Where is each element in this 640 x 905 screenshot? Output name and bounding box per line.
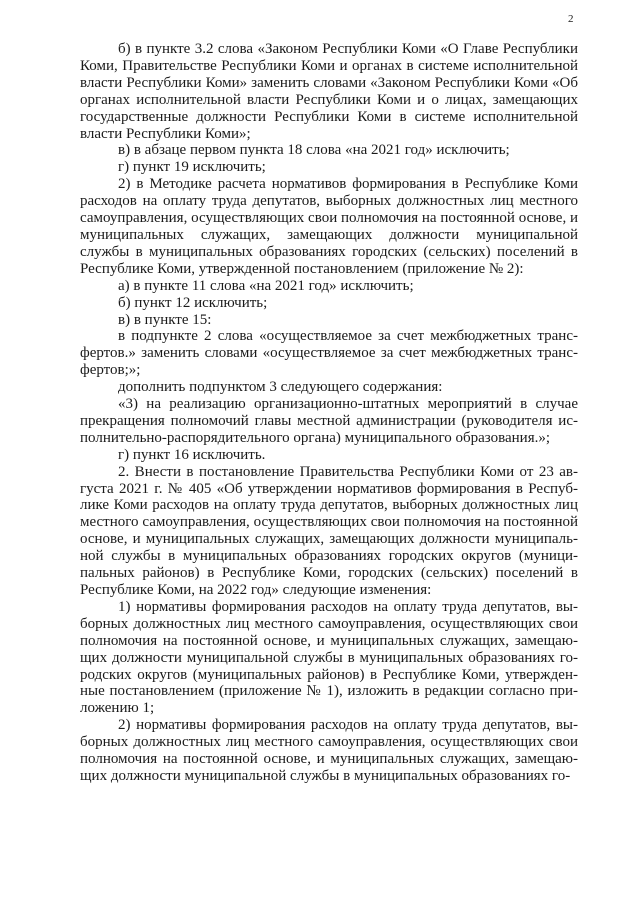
paragraph: а) в пункте 11 слова «на 2021 год» исключить; — [118, 277, 414, 294]
paragraph: «3) на реализацию организационно-штатных мероприятий в случае прекращения полномочий главы местной администрации (руководителя исполнительно-распорядительного органа) муниципального образования.»; — [80, 396, 578, 446]
paragraph: б) в пункте 3.2 слова «Законом Республики Коми «О Главе Республики Коми, Правительстве Республики Коми и органах в системе исполнительной власти Республики Коми» заменить словами «Законом Республики Коми «Об органах исполнительной власти Республики Коми и о лицах, замещающих государственные должности Республики Коми в системе исполнительной власти Республики Коми»; — [80, 41, 578, 142]
paragraph: 2. Внести в постановление Правительства Республики Коми от 23 августа 2021 г. № 405 «Об утверждении нормативов формирования в Республике Коми расходов на оплату труда депутатов, выборных должностных лиц местного самоуправления, осуществляющих свои полномочия на постоянной основе, и муниципальных служащих, замещающих должности муниципальной службы в муниципальных образованиях городских округов (муниципальных районов) в Республике Коми, городских (сельских) поселений в Республике Коми, на 2022 год» следующие изменения: — [80, 463, 578, 598]
paragraph: 2) нормативы формирования расходов на оплату труда депутатов, выборных должностных лиц местного самоуправления, осуществляющих свои полномочия на постоянной основе, и муниципальных служащих, замещающих должности муниципальной службы в муниципальных образованиях го- — [80, 717, 578, 784]
paragraph: г) пункт 19 исключить; — [118, 159, 266, 176]
paragraph: в) в пункте 15: — [118, 311, 212, 328]
paragraph: 2) в Методике расчета нормативов формирования в Республике Коми расходов на оплату труда депутатов, выборных должностных лиц местного самоуправления, осуществляющих свои полномочия на постоянной основе, и муниципальных служащих, замещающих должности муниципальной службы в муниципальных образованиях городских (сельских) поселений в Республике Коми, утвержденной постановлением (приложение № 2): — [80, 176, 578, 277]
document-body — [80, 41, 578, 785]
paragraph: дополнить подпунктом 3 следующего содержания: — [118, 379, 443, 396]
paragraph: 1) нормативы формирования расходов на оплату труда депутатов, выборных должностных лиц местного самоуправления, осуществляющих свои полномочия на постоянной основе, и муниципальных служащих, замещающих должности муниципальной службы в муниципальных образованиях городских округов (муниципальных районов) в Республике Коми, утвержденные постановлением (приложение № 1), изложить в редакции согласно приложению 1; — [80, 598, 578, 717]
paragraph: в подпункте 2 слова «осуществляемое за счет межбюджетных трансфертов.» заменить словами «осуществляемое за счет межбюджетных трансфертов;»; — [80, 328, 578, 379]
paragraph: б) пункт 12 исключить; — [118, 294, 268, 311]
page-number: 2 — [568, 13, 574, 25]
paragraph: г) пункт 16 исключить. — [118, 446, 266, 463]
paragraph: в) в абзаце первом пункта 18 слова «на 2021 год» исключить; — [118, 142, 510, 159]
